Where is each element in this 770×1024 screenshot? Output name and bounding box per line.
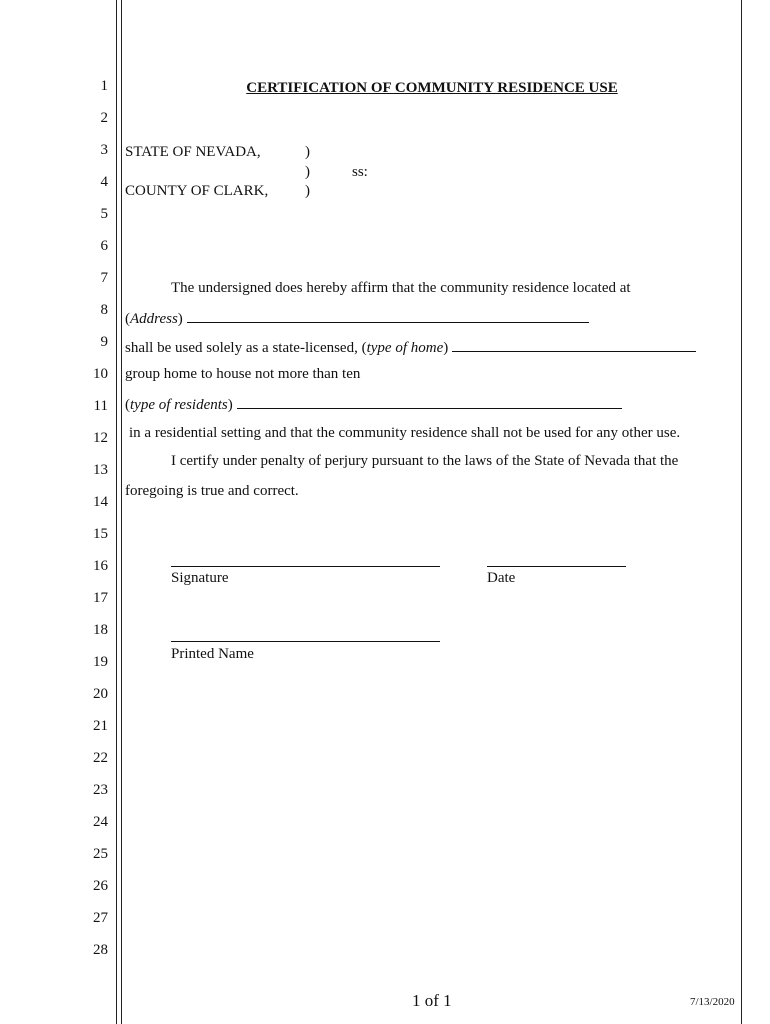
margin-rule-left-inner [121,0,122,1024]
line-number: 23 [93,782,108,798]
line-number: 21 [93,718,108,734]
type-of-residents-field[interactable] [237,394,622,409]
address-field[interactable] [187,308,589,323]
type-of-residents-label: type of residents [130,397,228,413]
line-number: 11 [93,398,108,414]
printed-name-field[interactable] [171,641,440,642]
line-number: 5 [100,206,108,222]
type-of-home-label: type of home [366,340,444,356]
line-number: 27 [93,910,108,926]
certify-text: I certify under penalty of perjury pursuant to the laws of the State of Nevada that the [171,453,679,469]
line-number: 10 [93,366,108,382]
caption-state: STATE OF NEVADA, [125,144,261,160]
line-number: 19 [93,654,108,670]
line-number: 20 [93,686,108,702]
line-number: 9 [100,334,108,350]
used-prefix: shall be used solely as a state-licensed, ( [125,340,367,356]
type-of-residents-line: (type of residents) [125,394,622,414]
line-number: 17 [93,590,108,606]
line-number: 12 [93,430,108,446]
address-line: (Address) [125,308,589,328]
line-number: 4 [100,174,108,190]
line-number: 2 [100,110,108,126]
caption-ss: ss: [352,164,368,180]
caption-paren: ) [305,183,310,199]
line-number: 13 [93,462,108,478]
caption-paren: ) [305,144,310,160]
line-number: 26 [93,878,108,894]
line-number: 28 [93,942,108,958]
printed-name-label: Printed Name [171,646,254,662]
date-field[interactable] [487,566,626,567]
residential-setting-text: in a residential setting and that the community residence shall not be used for any other use. [129,425,681,441]
footer-date: 7/13/2020 [690,996,735,1008]
document-title: CERTIFICATION OF COMMUNITY RESIDENCE USE [246,80,618,96]
line-number: 8 [100,302,108,318]
line-number: 22 [93,750,108,766]
type-of-home-line: shall be used solely as a state-licensed, (type of home) [125,337,696,357]
line-number: 6 [100,238,108,254]
line-number: 3 [100,142,108,158]
line-number: 15 [93,526,108,542]
line-number: 7 [100,270,108,286]
margin-rule-left-outer [116,0,117,1024]
type-of-home-field[interactable] [452,337,696,352]
line-number: 24 [93,814,108,830]
address-label: Address [130,311,178,327]
foregoing-text: foregoing is true and correct. [125,483,299,499]
affirm-text: The undersigned does hereby affirm that the community residence located at [171,280,631,296]
line-number: 25 [93,846,108,862]
signature-label: Signature [171,570,229,586]
line-number: 1 [100,78,108,94]
caption-paren: ) [305,164,310,180]
group-home-text: group home to house not more than ten [125,366,361,382]
caption-county: COUNTY OF CLARK, [125,183,269,199]
margin-rule-right [741,0,742,1024]
line-number: 16 [93,558,108,574]
line-number: 18 [93,622,108,638]
date-label: Date [487,570,516,586]
line-number: 14 [93,494,108,510]
page-number: 1 of 1 [412,991,452,1010]
signature-field[interactable] [171,566,440,567]
